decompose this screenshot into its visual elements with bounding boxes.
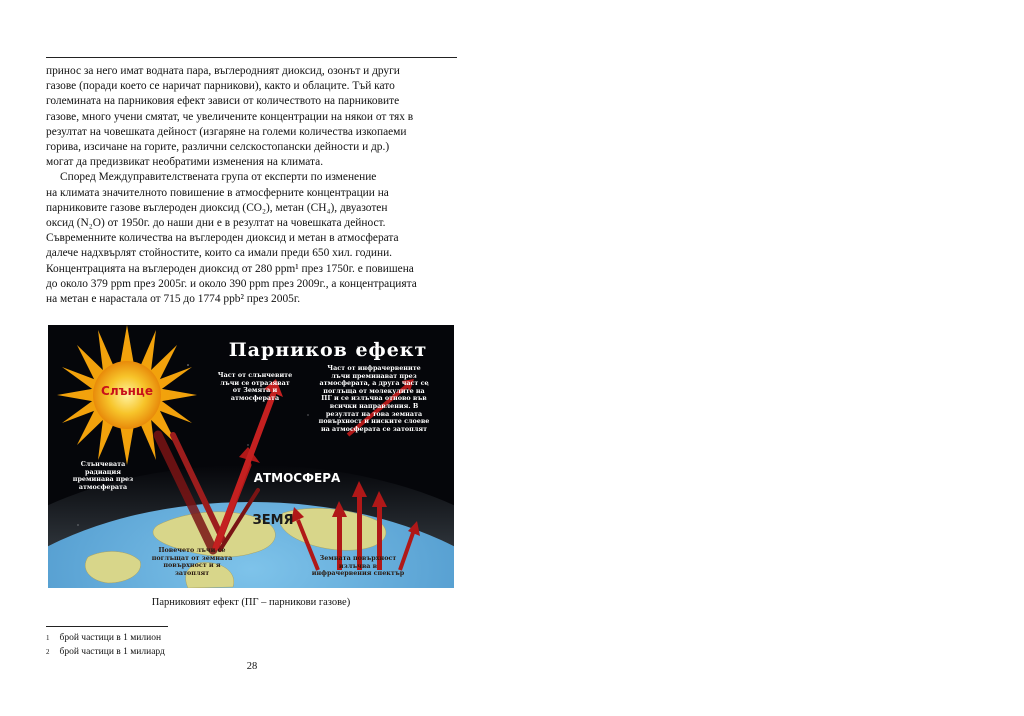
text-line: Според Междуправителствената група от експерти по изменение [60, 171, 377, 184]
text-line: парниковите газове въглероден диоксид (CO₂), метан (CH₄), двуазотен [46, 201, 388, 214]
text-line: горива, изсичане на горите, различни селскостопански дейности и др.) [46, 141, 390, 154]
body-text [46, 64, 466, 307]
text-line: могат да предизвикат необратими изменения на климата. [46, 156, 324, 169]
footnote-text: брой частици в 1 милион [59, 633, 162, 643]
footnote-marker: 2 [46, 648, 50, 656]
note-infrared: Част от инфрачервените лъчи преминават през атмосферата, а друга част се поглъща от молекулите на ПГ и се излъчва отново във всички направления. В резултат на това земната повърхност и ниските слоеве на атмосферата се затоплят [318, 364, 430, 433]
note-solar: Слънчевата радиация преминава през атмосферата [72, 460, 134, 491]
footnote-text: брой частици в 1 милиард [59, 647, 165, 657]
note-emits: Земната повърхност излъчва в инфрачервения спектър [311, 554, 405, 578]
text-line: на метан е нарастала от 715 до 1774 ppb² през 2005г. [46, 293, 301, 306]
text-line: на климата значителното повишение в атмосферните концентрации на [46, 186, 389, 199]
text-line: оксид (N₂O) от 1950г. до наши дни е в резултат на човешката дейност. [46, 217, 386, 230]
top-rule [46, 57, 457, 58]
text-line: принос за него имат водната пара, въглеродният диоксид, озонът и други [46, 65, 400, 77]
text-line: Концентрацията на въглероден диоксид от 280 ppm¹ през 1750г. е повишена [46, 262, 414, 275]
sun-label: Слънце [101, 384, 153, 398]
text-line: големината на парниковия ефект зависи от количеството на парниковите [46, 95, 400, 108]
page-number: 28 [246, 661, 258, 672]
text-line: до около 379 ppm през 2005г. и около 390 ppm през 2009г., а концентрацията [46, 277, 417, 290]
text-line: Съвременните количества на въглероден диоксид и метан в атмосферата [46, 232, 399, 245]
paragraph-1 [46, 64, 466, 170]
greenhouse-effect-figure [48, 325, 454, 588]
figure-caption: Парниковият ефект (ПГ – парникови газове) [151, 597, 351, 608]
text-line: далече надхвърлят стойностите, които са имали преди 650 хил. години. [46, 247, 393, 260]
footnote-rule [46, 626, 168, 627]
atmosphere-label: АТМОСФЕРА [253, 471, 341, 485]
note-absorbed: Повечето лъчи се поглъщат от земната повърхност и я затоплят [151, 546, 233, 577]
text-line: газове (поради което се наричат парникови), както и облаците. Тъй като [46, 80, 395, 93]
note-reflected: Част от слънчевите лъчи се отразяват от Земята и атмосферата [217, 371, 293, 402]
earth-label: ЗЕМЯ [252, 513, 294, 528]
text-line: резултат на човешката дейност (изгаряне на големи количества изкопаеми [46, 125, 407, 138]
paragraph-2 [46, 170, 466, 307]
footnote-1 [46, 632, 161, 644]
figure-title: Парников ефект [228, 339, 428, 361]
footnote-marker: 1 [46, 634, 50, 642]
text-line: газове, много учени смятат, че увеличените концентрации на някои от тях в [46, 110, 414, 123]
footnote-2 [46, 646, 165, 658]
